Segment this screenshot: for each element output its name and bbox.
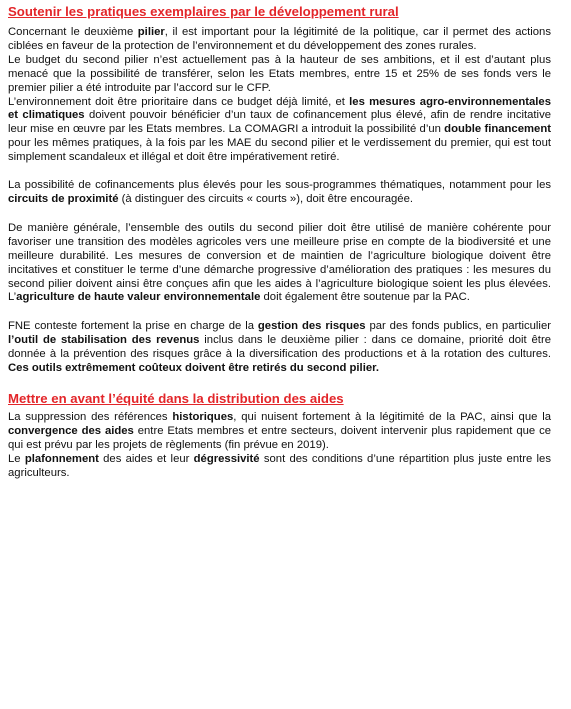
text-run: , il est important pour la légitimité de la politique, car il permet des actions ciblées en faveur de la protection de l’environnement et du développement des zones rurales.	[8, 26, 551, 52]
text-run: , qui nuisent fortement à la légitimité de la PAC, ainsi que la	[233, 410, 552, 423]
text-run: inclus dans le deuxième pilier : dans ce domaine, priorité doit être donnée à la prévention des risques grâce à la diversification des productions et à la rotation des cultures.	[8, 334, 551, 361]
text-run: La possibilité de cofinancements plus élevés pour les sous-programmes thématiques, notamment pour les	[8, 179, 551, 192]
text-run: entre Etats membres et entre secteurs, doivent intervenir plus rapidement que ce qui est prévu par les projets de règlements (fin prévue en 2019).	[8, 424, 552, 451]
bold-text-run: l’outil de stabilisation des revenus	[8, 334, 200, 347]
bold-text-run: les mesures agro-environnementales et climatiques	[8, 95, 552, 122]
paragraph-risk-management	[8, 320, 551, 376]
paragraph-capping	[8, 453, 551, 481]
text-run: sont des conditions d’une répartition plus juste entre les agriculteurs.	[8, 452, 551, 479]
section-title-rural-development: Soutenir les pratiques exemplaires par le développement rural	[8, 4, 399, 19]
section-title-equity: Mettre en avant l’équité dans la distribution des aides	[8, 390, 344, 406]
text-run: FNE conteste fortement la prise en charge de la	[8, 320, 258, 333]
text-run: De manière générale, l’ensemble des outils du second pilier doit être utilisé de manière cohérente pour favoriser une transition des modèles agricoles vers une meilleure prise en compte de la biodiversité et une meilleure durabilité. Les mesures de conversion et de maintien de l’agriculture biologique doivent être incitatives et constituer le terme d’une démarche progressive d’amélioration des pratiques : les mesures du second pilier doivent ainsi être conçues afin que les aides à l’agriculture biologique soient les plus élevées. L’	[8, 221, 551, 304]
bold-text-run: agriculture de haute valeur environnementale	[16, 291, 261, 304]
text-run: Concernant le deuxième	[8, 26, 138, 38]
text-run: doit également être soutenue par la PAC.	[260, 291, 470, 304]
bold-text-run: plafonnement	[24, 452, 99, 465]
paragraph-cofinancing	[8, 179, 551, 207]
bold-text-run: convergence des aides	[8, 424, 134, 437]
bold-text-run: dégressivité	[193, 452, 260, 465]
bold-text-run: Ces outils extrêmement coûteux doivent être retirés du second pilier.	[8, 362, 380, 375]
text-run: (à distinguer des circuits « courts »), doit être encouragée.	[118, 192, 413, 205]
paragraph-second-pillar-intro	[8, 26, 551, 54]
text-run: L’environnement doit être prioritaire dans ce budget déjà limité, et	[8, 95, 350, 108]
bold-text-run: gestion des risques	[257, 320, 366, 333]
paragraph-second-pillar-budget: Le budget du second pilier n’est actuellement pas à la hauteur de ses ambitions, et il est d’autant plus menacé que la possibilité de transférer, selon les Etats membres, entre 15 et 25% de ses fonds vers le premier pilier a été introduite par l’accord sur le CFP.	[8, 53, 551, 94]
paragraph-historical-references	[8, 411, 551, 453]
bold-text-run: circuits de proximité	[8, 192, 119, 205]
text-run: La suppression des références	[8, 410, 173, 423]
bold-text-run: pilier	[137, 26, 165, 38]
text-run: pour les mêmes pratiques, à la fois par les MAE du second pilier et le verdissement du premier, qui est tout simplement scandaleux et illégal et doit être impérativement retiré.	[8, 137, 551, 164]
paragraph-transition-organic	[8, 222, 551, 305]
paragraph-environment-priority	[8, 96, 551, 166]
bold-text-run: double financement	[444, 123, 551, 136]
text-run: par des fonds publics, en particulier	[365, 320, 551, 333]
text-run: Le	[8, 452, 25, 465]
text-run: doivent pouvoir bénéficier d’un taux de cofinancement plus élevé, afin de rendre incitative leur mise en œuvre par les Etats membres. La COMAGRI a introduit la possibilité d’un	[8, 109, 551, 136]
bold-text-run: historiques	[172, 410, 234, 423]
text-run: des aides et leur	[98, 452, 194, 465]
